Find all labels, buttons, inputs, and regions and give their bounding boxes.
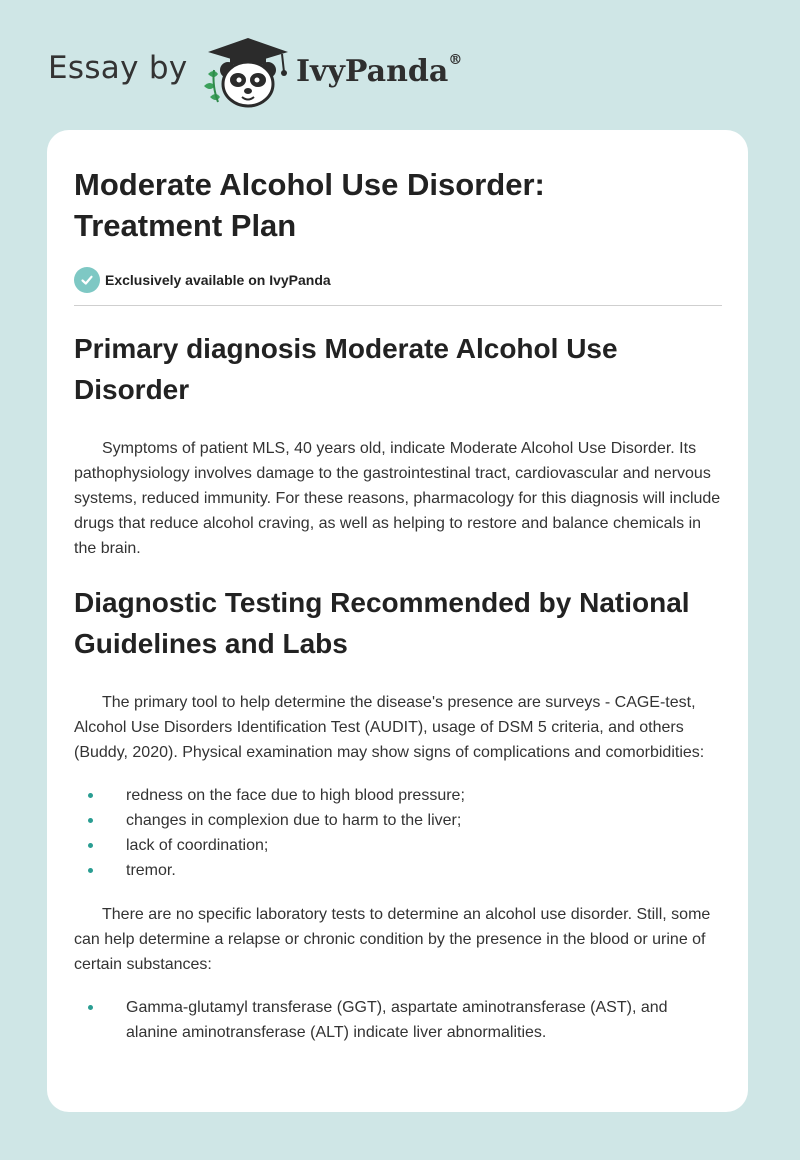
- bullet-icon: [88, 793, 93, 798]
- paragraph-tools: The primary tool to help determine the disease's presence are surveys - CAGE-test, Alcohol Use Disorders Identification Test (AUDIT), usage of DSM 5 criteria, and others (Buddy, 2020). Physical examination may show signs of complications and comorbidities:: [74, 694, 705, 761]
- list-item-text: tremor.: [126, 862, 176, 879]
- panda-graduate-icon[interactable]: [200, 34, 296, 110]
- list-item: [74, 808, 722, 833]
- list-item: [74, 858, 722, 883]
- paragraph-lab-tests: There are no specific laboratory tests to determine an alcohol use disorder. Still, some can help determine a relapse or chronic condition by the presence in the blood or urine of certain substances:: [74, 906, 711, 973]
- title-line-2: Treatment Plan: [74, 208, 297, 243]
- bullet-icon: [88, 1005, 93, 1010]
- badge-label: Exclusively available on IvyPanda: [105, 272, 331, 288]
- bullet-list-signs: [74, 783, 722, 883]
- page-title: [74, 164, 722, 246]
- bullet-icon: [88, 818, 93, 823]
- check-icon: [74, 267, 100, 293]
- list-item: [74, 783, 722, 808]
- list-item-text: Gamma-glutamyl transferase (GGT), aspartate aminotransferase (AST), and alanine aminotransferase (ALT) indicate liver abnormalities.: [126, 999, 668, 1041]
- bullet-icon: [88, 868, 93, 873]
- brand-name: IvyPanda: [296, 54, 449, 89]
- list-item: [74, 833, 722, 858]
- brand-logo-text[interactable]: [296, 54, 462, 89]
- bullet-list-substances: [74, 995, 722, 1045]
- paragraph-diagnosis: Symptoms of patient MLS, 40 years old, indicate Moderate Alcohol Use Disorder. Its pathophysiology involves damage to the gastrointestinal tract, cardiovascular and nervous systems, reduced immunity. For these reasons, pharmacology for this diagnosis will include drugs that reduce alcohol craving, as well as helping to restore and balance chemicals in the brain.: [74, 440, 721, 557]
- divider: [74, 305, 722, 306]
- essay-by-label: Essay by: [48, 50, 188, 86]
- bullet-icon: [88, 843, 93, 848]
- title-line-1: Moderate Alcohol Use Disorder:: [74, 167, 545, 202]
- site-header: [0, 0, 800, 130]
- list-item-text: lack of coordination;: [126, 837, 269, 854]
- section-heading-primary-diagnosis: Primary diagnosis Moderate Alcohol Use Disorder: [74, 333, 618, 405]
- section-heading-diagnostic-testing: Diagnostic Testing Recommended by National Guidelines and Labs: [74, 587, 690, 659]
- registered-mark: ®: [448, 52, 463, 68]
- exclusive-badge: [74, 266, 722, 294]
- list-item: [74, 995, 722, 1045]
- list-item-text: redness on the face due to high blood pressure;: [126, 787, 465, 804]
- list-item-text: changes in complexion due to harm to the liver;: [126, 812, 462, 829]
- essay-card: [47, 130, 748, 1112]
- essay-content: [74, 164, 722, 1045]
